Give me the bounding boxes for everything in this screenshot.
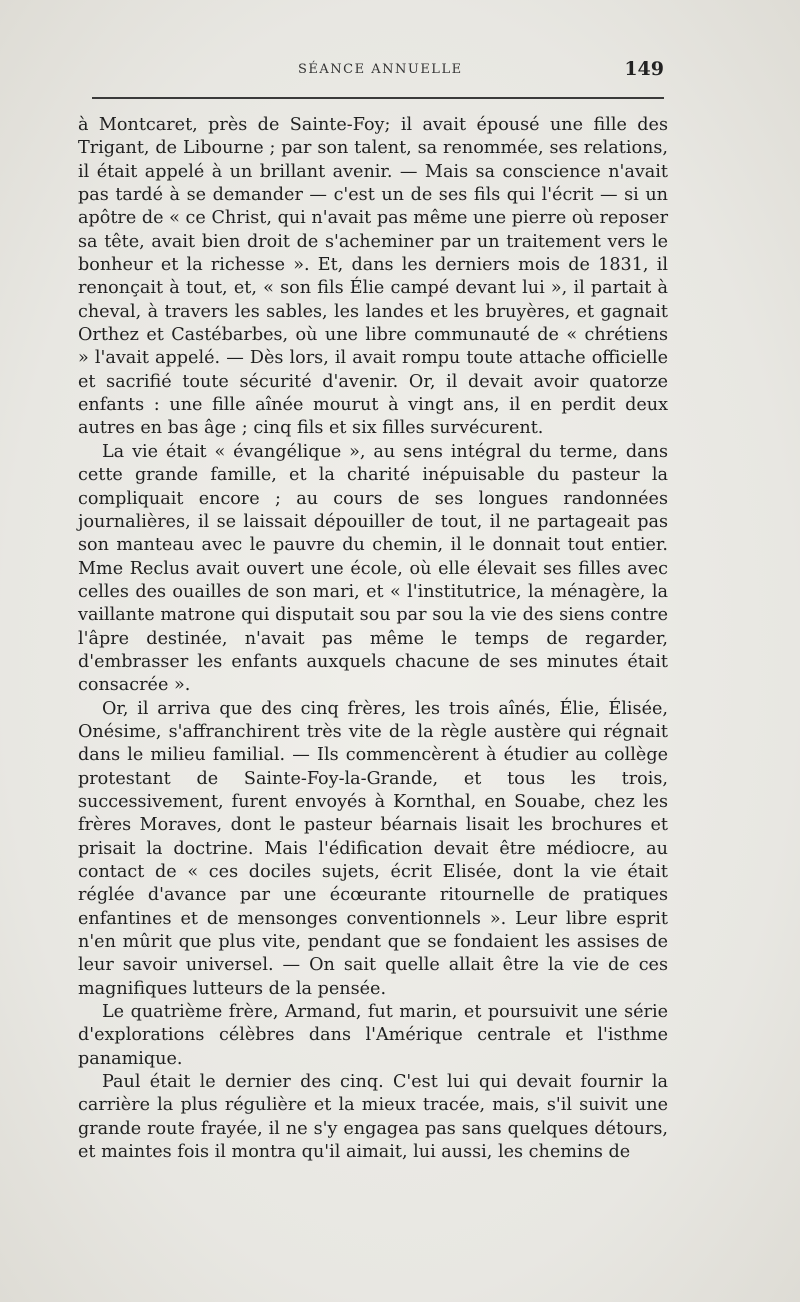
paragraph-5: Paul était le dernier des cinq. C'est lui qui devait fournir la carrière la plus régulière et la mieux tracée, mais, s'il suivit une grande route frayée, il ne s'y engagea pas sans quelques détours, et maintes fois il montra qu'il aimait, lui aussi, les chemins de [78, 1072, 668, 1163]
page-header [78, 58, 668, 84]
header-rule [92, 97, 664, 99]
paragraph-3: Or, il arriva que des cinq frères, les trois aînés, Élie, Élisée, Onésime, s'affranchirent très vite de la règle austère qui régnait dans le milieu familial. — Ils commencèrent à étudier au collège protestant de Sainte-Foy-la-Grande, et tous les trois, successivement, furent envoyés à Kornthal, en Souabe, chez les frères Moraves, dont le pasteur béarnais lisait les brochures et prisait la doctrine. Mais l'édification devait être médiocre, au contact de « ces dociles sujets, écrit Elisée, dont la vie était réglée d'avance par une écœurante ritournelle de pratiques enfantines et de mensonges conventionnels ». Leur libre esprit n'en mûrit que plus vite, pendant que se fondaient les assises de leur savoir universel. — On sait quelle allait être la vie de ces magnifiques lutteurs de la pensée. [78, 698, 668, 999]
page-number: 149 [624, 58, 664, 80]
paragraph-4: Le quatrième frère, Armand, fut marin, et poursuivit une série d'explorations célèbres dans l'Amérique centrale et l'isthme panamique. [78, 1002, 668, 1069]
running-head: SÉANCE ANNUELLE [298, 62, 463, 77]
body-text [78, 114, 668, 1164]
paragraph-1: à Montcaret, près de Sainte-Foy; il avait épousé une fille des Trigant, de Libourne ; par son talent, sa renommée, ses relations, il était appelé à un brillant avenir. — Mais sa conscience n'avait pas tardé à se demander — c'est un de ses fils qui l'écrit — si un apôtre de « ce Christ, qui n'avait pas même une pierre où reposer sa tête, avait bien droit de s'acheminer par un traitement vers le bonheur et la richesse ». Et, dans les derniers mois de 1831, il renonçait à tout, et, « son fils Élie campé devant lui », il partait à cheval, à travers les sables, les landes et les bruyères, et gagnait Orthez et Castébarbes, où une libre communauté de « chrétiens » l'avait appelé. — Dès lors, il avait rompu toute attache officielle et sacrifié toute sécurité d'avenir. Or, il devait avoir quatorze enfants : une fille aînée mourut à vingt ans, il en perdit deux autres en bas âge ; cinq fils et six filles survécurent. [78, 115, 668, 439]
paragraph-2: La vie était « évangélique », au sens intégral du terme, dans cette grande famille, et la charité inépuisable du pasteur la compliquait encore ; au cours de ses longues randonnées journalières, il se laissait dépouiller de tout, il ne partageait pas son manteau avec le pauvre du chemin, il le donnait tout entier. Mme Reclus avait ouvert une école, où elle élevait ses filles avec celles des ouailles de son mari, et « l'institutrice, la ménagère, la vaillante matrone qui disputait sou par sou la vie des siens contre l'âpre destinée, n'avait pas même le temps de regarder, d'embrasser les enfants auxquels chacune de ses minutes était consacrée ». [78, 441, 668, 696]
